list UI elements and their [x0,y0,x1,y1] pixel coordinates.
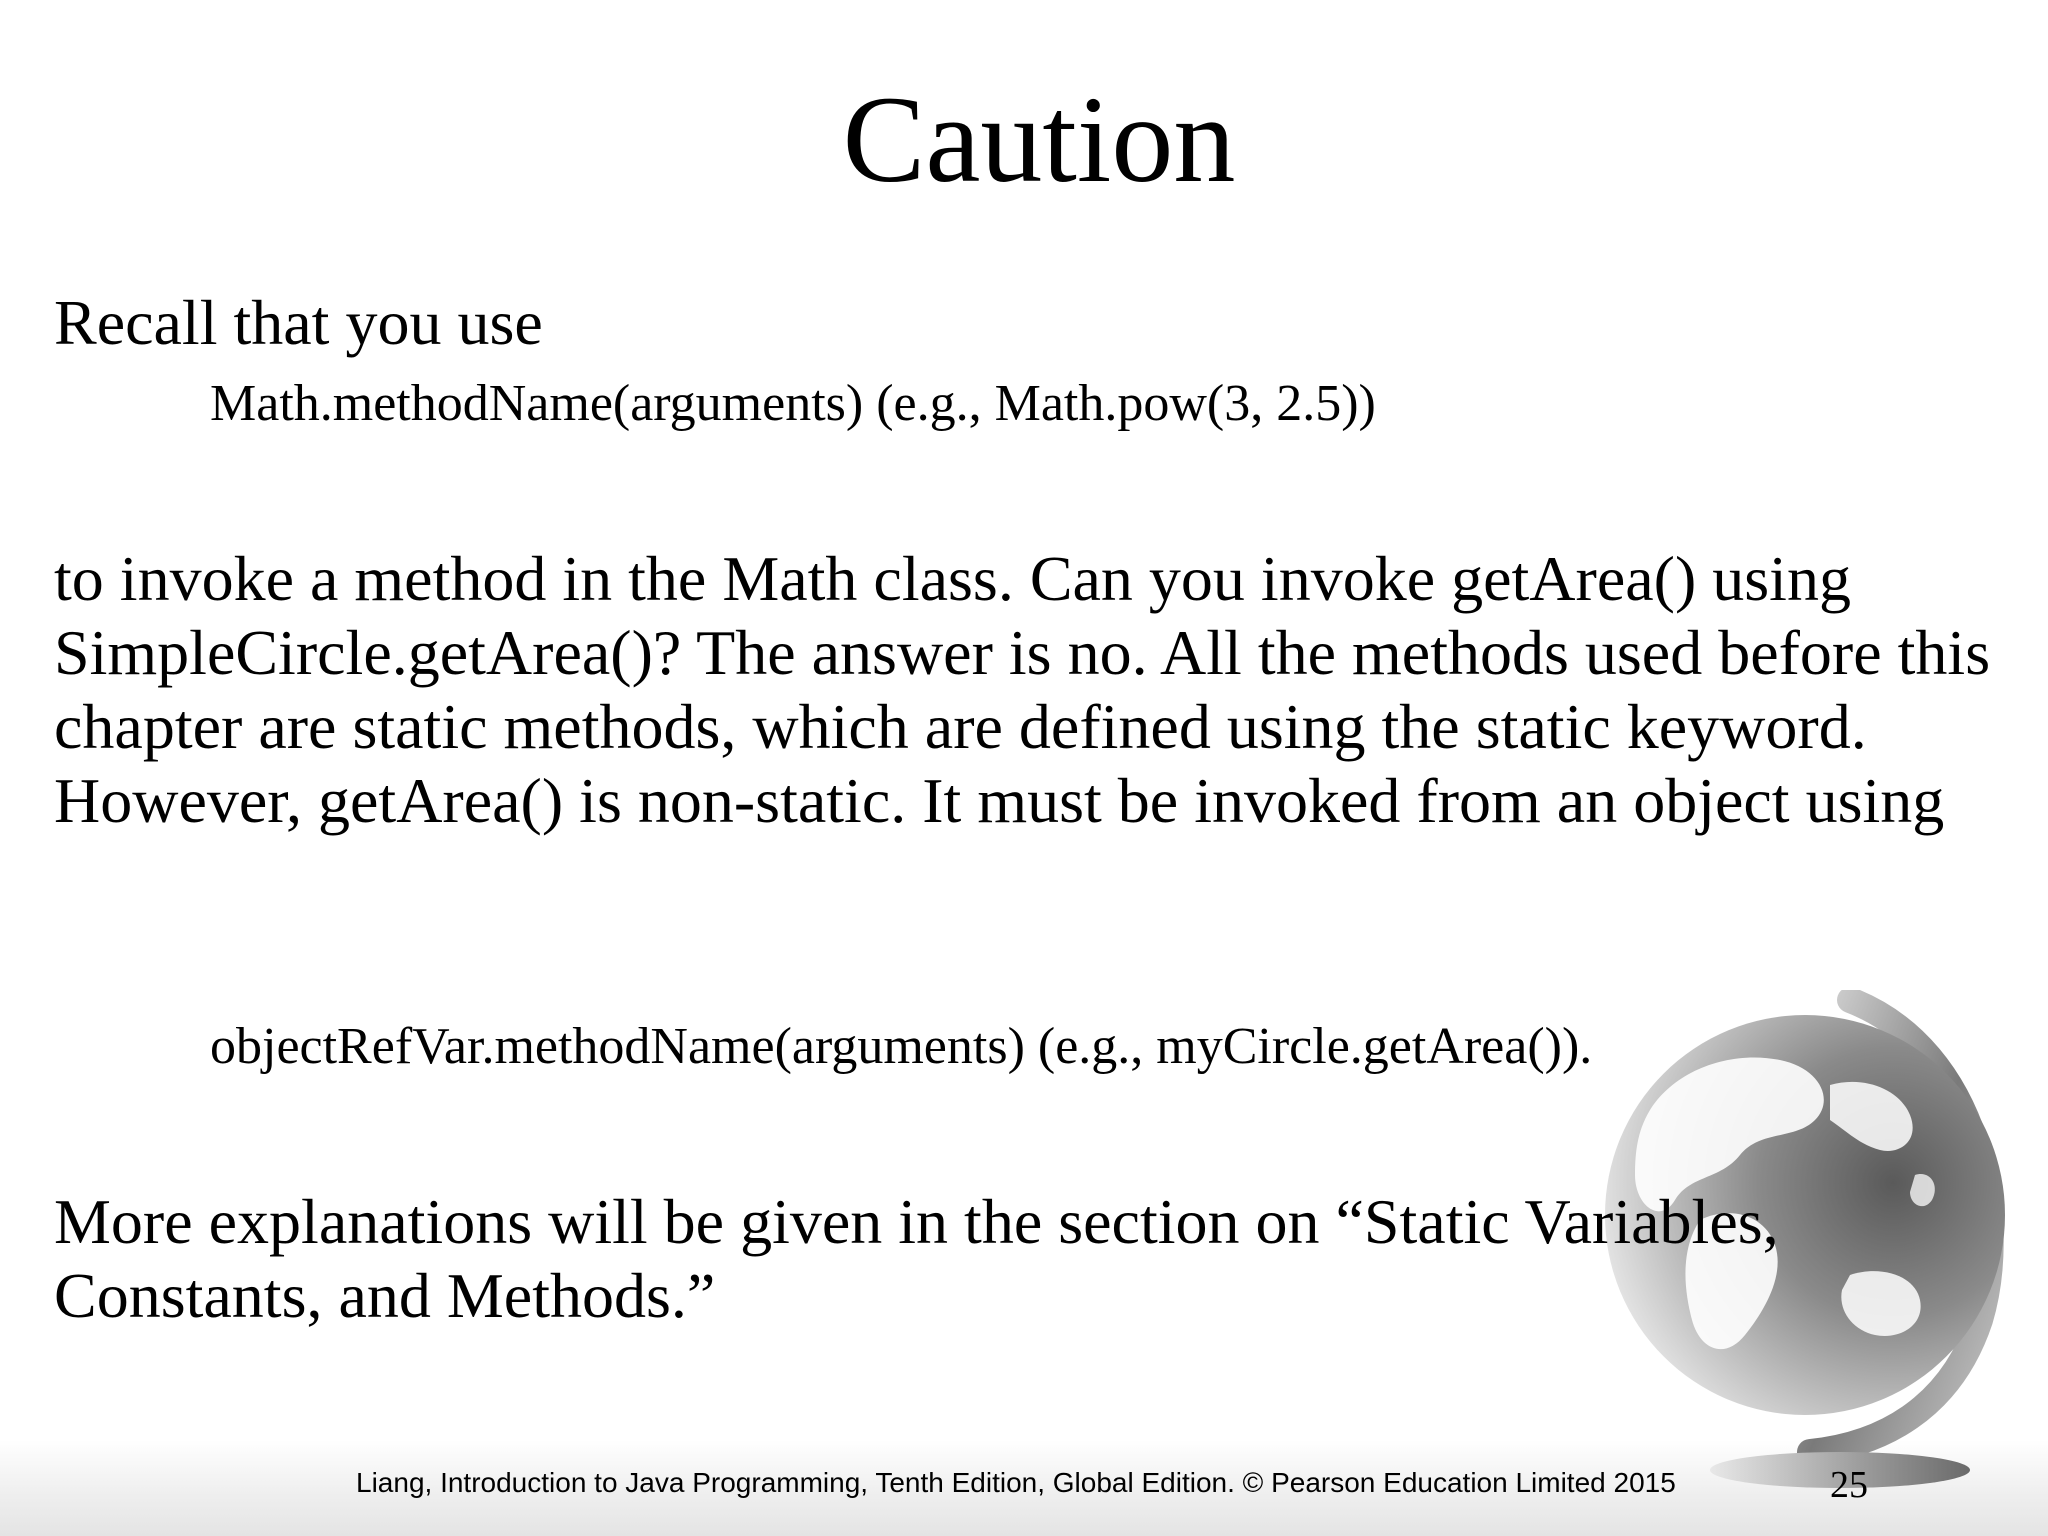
page-number: 25 [1830,1464,1868,1506]
instance-call-example: objectRefVar.methodName(arguments) (e.g., myCircle.getArea()). [210,1018,1593,1075]
footer-citation: Liang, Introduction to Java Programming, Tenth Edition, Global Edition. © Pearson Education Limited 2015 [356,1467,1676,1498]
closing-paragraph: More explanations will be given in the section on “Static Variables, Constants, and Methods.” [54,1186,1779,1331]
static-call-example: Math.methodName(arguments) (e.g., Math.pow(3, 2.5)) [210,375,1376,432]
intro-text: Recall that you use [54,287,543,358]
slide-title: Caution [842,71,1236,208]
explanation-paragraph: to invoke a method in the Math class. Can you invoke getArea() using SimpleCircle.getArea()? The answer is no. All the methods used before this chapter are static methods, which are defined using the static keyword. However, getArea() is non-static. It must be invoked from an object using [54,543,1991,836]
